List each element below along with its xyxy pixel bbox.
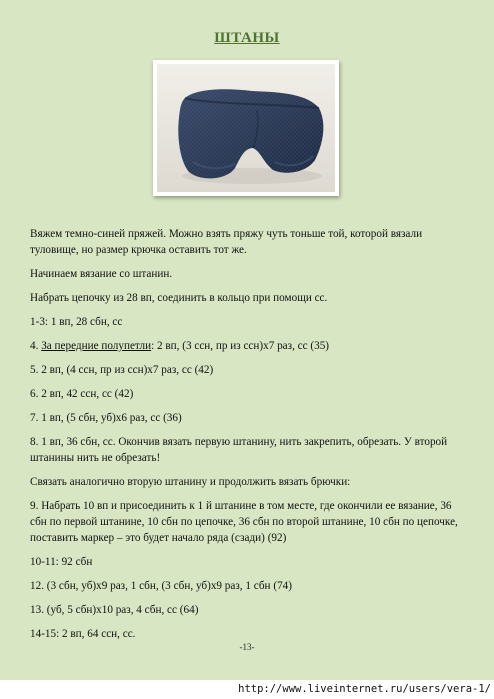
row-8: 8. 1 вп, 36 сбн, сс. Окончив вязать первую штанину, нить закрепить, обрезать. У второй штанины нить не обрезать! (30, 436, 448, 464)
row-4 (30, 338, 470, 354)
pants-photo (153, 60, 339, 196)
row-12: 12. (3 сбн, уб)х9 раз, 1 сбн, (3 сбн, уб)х9 раз, 1 сбн (74) (30, 580, 292, 592)
row-1-3: 1-3: 1 вп, 28 сбн, сс (30, 316, 123, 328)
row-7: 7. 1 вп, (5 сбн, уб)х6 раз, сс (36) (30, 412, 182, 424)
page-title: ШТАНЫ (214, 30, 280, 46)
page-number: -13- (239, 642, 255, 652)
paragraph-intro: Вяжем темно-синей пряжей. Можно взять пряжу чуть тоньше той, которой вязали туловище, но размер крючка оставить тот же. (30, 228, 423, 256)
row-4-number: 4. (30, 340, 42, 352)
row-14-15: 14-15: 2 вп, 64 ссн, сс. (30, 628, 136, 640)
pattern-text (30, 226, 470, 650)
row-6: 6. 2 вп, 42 ссн, сс (42) (30, 388, 134, 400)
row-13: 13. (уб, 5 сбн)х10 раз, 4 сбн, сс (64) (30, 604, 199, 616)
row-10-11: 10-11: 92 сбн (30, 556, 93, 568)
row-5: 5. 2 вп, (4 ссн, пр из ссн)х7 раз, сс (42) (30, 364, 214, 376)
paragraph-chain: Набрать цепочку из 28 вп, соединить в кольцо при помощи сс. (30, 292, 328, 304)
paragraph-start: Начинаем вязание со штанин. (30, 268, 173, 280)
footer-url[interactable]: http://www.liveinternet.ru/users/vera-1/ (238, 683, 491, 695)
paragraph-second-leg: Связать аналогично вторую штанину и продолжить вязать брючки: (30, 476, 351, 488)
footer-bar (0, 680, 494, 699)
row-9: 9. Набрать 10 вп и присоединить к 1 й штанине в том месте, где окончили ее вязание, 36 сбн по первой штанине, 10 сбн по цепочке, 36 сбн по второй штанине, 10 сбн по цепочке, поставить маркер – это будет начало ряда (сзади) (92) (30, 500, 458, 544)
row-4-rest: : 2 вп, (3 ссн, пр из ссн)х7 раз, сс (35) (151, 340, 330, 352)
pants-photo-image (157, 64, 335, 192)
row-4-underlined: За передние полупетли (41, 340, 152, 352)
